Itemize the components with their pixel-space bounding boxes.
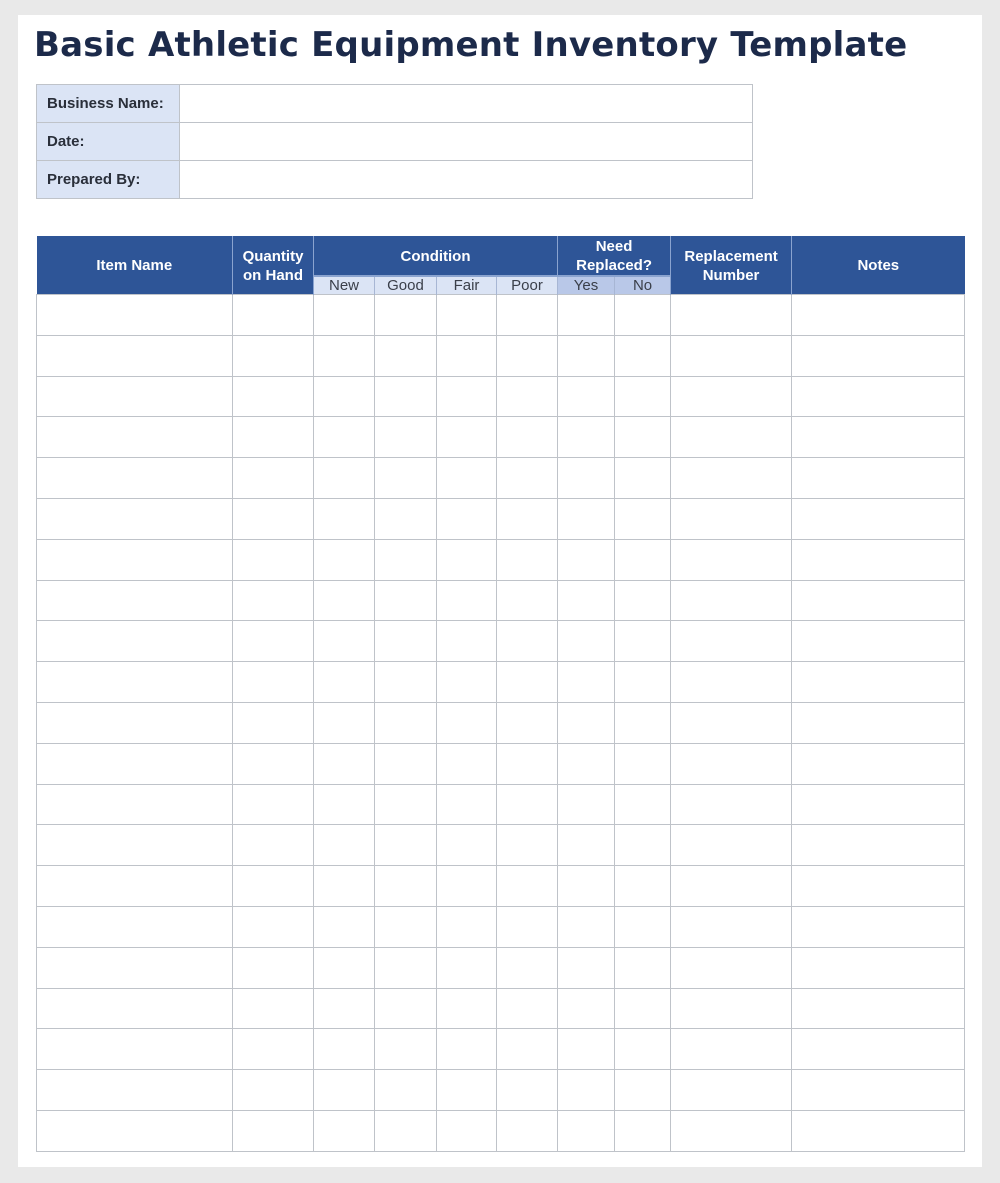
table-row xyxy=(37,621,965,662)
cell-need-no[interactable] xyxy=(615,376,671,417)
cell-quantity[interactable] xyxy=(233,662,314,703)
cell-item-name[interactable] xyxy=(37,1029,233,1070)
cell-cond-fair[interactable] xyxy=(437,539,497,580)
cell-cond-new[interactable] xyxy=(314,1110,375,1151)
cell-cond-new[interactable] xyxy=(314,988,375,1029)
cell-cond-good[interactable] xyxy=(375,866,437,907)
cell-need-no[interactable] xyxy=(615,580,671,621)
cell-cond-poor[interactable] xyxy=(497,784,558,825)
subheader-fair: Fair xyxy=(437,276,497,295)
cell-need-no[interactable] xyxy=(615,621,671,662)
cell-cond-new[interactable] xyxy=(314,1070,375,1111)
cell-quantity[interactable] xyxy=(233,906,314,947)
cell-cond-fair[interactable] xyxy=(437,743,497,784)
cell-cond-new[interactable] xyxy=(314,580,375,621)
cell-cond-fair[interactable] xyxy=(437,498,497,539)
cell-need-no[interactable] xyxy=(615,335,671,376)
cell-replacement-number[interactable] xyxy=(671,1070,792,1111)
cell-quantity[interactable] xyxy=(233,1110,314,1151)
date-field[interactable] xyxy=(180,123,753,161)
cell-cond-new[interactable] xyxy=(314,784,375,825)
table-row xyxy=(37,498,965,539)
cell-cond-poor[interactable] xyxy=(497,498,558,539)
cell-cond-new[interactable] xyxy=(314,1029,375,1070)
table-row xyxy=(37,662,965,703)
cell-item-name[interactable] xyxy=(37,417,233,458)
cell-quantity[interactable] xyxy=(233,743,314,784)
cell-cond-new[interactable] xyxy=(314,662,375,703)
cell-notes[interactable] xyxy=(792,1029,965,1070)
cell-item-name[interactable] xyxy=(37,784,233,825)
cell-cond-fair[interactable] xyxy=(437,580,497,621)
cell-cond-good[interactable] xyxy=(375,662,437,703)
cell-need-no[interactable] xyxy=(615,947,671,988)
cell-replacement-number[interactable] xyxy=(671,621,792,662)
cell-cond-fair[interactable] xyxy=(437,947,497,988)
cell-cond-new[interactable] xyxy=(314,743,375,784)
cell-replacement-number[interactable] xyxy=(671,498,792,539)
table-row xyxy=(37,335,965,376)
cell-need-no[interactable] xyxy=(615,906,671,947)
cell-cond-fair[interactable] xyxy=(437,662,497,703)
cell-cond-poor[interactable] xyxy=(497,662,558,703)
cell-need-no[interactable] xyxy=(615,743,671,784)
cell-cond-new[interactable] xyxy=(314,498,375,539)
cell-replacement-number[interactable] xyxy=(671,539,792,580)
cell-notes[interactable] xyxy=(792,825,965,866)
header-need-replaced-line1: Need xyxy=(595,238,633,255)
cell-quantity[interactable] xyxy=(233,621,314,662)
cell-cond-good[interactable] xyxy=(375,825,437,866)
cell-notes[interactable] xyxy=(792,906,965,947)
cell-need-no[interactable] xyxy=(615,498,671,539)
header-quantity-line2: on Hand xyxy=(243,266,303,284)
cell-cond-good[interactable] xyxy=(375,621,437,662)
cell-cond-good[interactable] xyxy=(375,1110,437,1151)
cell-cond-good[interactable] xyxy=(375,947,437,988)
cell-item-name[interactable] xyxy=(37,866,233,907)
cell-quantity[interactable] xyxy=(233,376,314,417)
cell-replacement-number[interactable] xyxy=(671,417,792,458)
cell-cond-poor[interactable] xyxy=(497,376,558,417)
table-row xyxy=(37,1029,965,1070)
table-row xyxy=(37,988,965,1029)
cell-cond-poor[interactable] xyxy=(497,743,558,784)
cell-notes[interactable] xyxy=(792,295,965,336)
table-row xyxy=(37,1110,965,1151)
cell-cond-fair[interactable] xyxy=(437,702,497,743)
header-need-replaced-line2: Replaced? xyxy=(576,257,652,274)
date-label: Date: xyxy=(37,123,180,161)
cell-cond-good[interactable] xyxy=(375,539,437,580)
cell-need-yes[interactable] xyxy=(558,580,615,621)
cell-quantity[interactable] xyxy=(233,580,314,621)
cell-notes[interactable] xyxy=(792,1110,965,1151)
cell-need-yes[interactable] xyxy=(558,1070,615,1111)
cell-need-no[interactable] xyxy=(615,458,671,499)
cell-replacement-number[interactable] xyxy=(671,1110,792,1151)
cell-need-yes[interactable] xyxy=(558,743,615,784)
cell-item-name[interactable] xyxy=(37,702,233,743)
cell-need-yes[interactable] xyxy=(558,376,615,417)
cell-need-no[interactable] xyxy=(615,702,671,743)
cell-quantity[interactable] xyxy=(233,1029,314,1070)
cell-quantity[interactable] xyxy=(233,335,314,376)
cell-notes[interactable] xyxy=(792,417,965,458)
cell-quantity[interactable] xyxy=(233,295,314,336)
cell-cond-new[interactable] xyxy=(314,376,375,417)
cell-cond-new[interactable] xyxy=(314,458,375,499)
cell-cond-poor[interactable] xyxy=(497,580,558,621)
table-row xyxy=(37,1070,965,1111)
cell-cond-fair[interactable] xyxy=(437,825,497,866)
cell-cond-good[interactable] xyxy=(375,580,437,621)
cell-notes[interactable] xyxy=(792,621,965,662)
cell-notes[interactable] xyxy=(792,376,965,417)
info-row-prepared-by xyxy=(37,161,753,199)
cell-need-yes[interactable] xyxy=(558,1029,615,1070)
cell-notes[interactable] xyxy=(792,662,965,703)
cell-cond-poor[interactable] xyxy=(497,335,558,376)
cell-need-yes[interactable] xyxy=(558,988,615,1029)
cell-cond-good[interactable] xyxy=(375,988,437,1029)
cell-cond-new[interactable] xyxy=(314,702,375,743)
cell-cond-poor[interactable] xyxy=(497,621,558,662)
cell-cond-poor[interactable] xyxy=(497,702,558,743)
cell-need-no[interactable] xyxy=(615,866,671,907)
cell-cond-fair[interactable] xyxy=(437,1110,497,1151)
cell-replacement-number[interactable] xyxy=(671,1029,792,1070)
cell-cond-fair[interactable] xyxy=(437,335,497,376)
cell-replacement-number[interactable] xyxy=(671,866,792,907)
cell-cond-good[interactable] xyxy=(375,784,437,825)
subheader-poor: Poor xyxy=(497,276,558,295)
cell-need-no[interactable] xyxy=(615,784,671,825)
subheader-new: New xyxy=(314,276,375,295)
cell-cond-fair[interactable] xyxy=(437,784,497,825)
cell-cond-new[interactable] xyxy=(314,947,375,988)
cell-need-no[interactable] xyxy=(615,662,671,703)
cell-cond-new[interactable] xyxy=(314,825,375,866)
cell-cond-good[interactable] xyxy=(375,702,437,743)
cell-cond-poor[interactable] xyxy=(497,458,558,499)
cell-notes[interactable] xyxy=(792,784,965,825)
cell-item-name[interactable] xyxy=(37,621,233,662)
table-row xyxy=(37,376,965,417)
cell-cond-fair[interactable] xyxy=(437,621,497,662)
cell-quantity[interactable] xyxy=(233,947,314,988)
header-condition: Condition xyxy=(314,237,558,277)
cell-cond-good[interactable] xyxy=(375,498,437,539)
cell-cond-fair[interactable] xyxy=(437,295,497,336)
cell-cond-new[interactable] xyxy=(314,621,375,662)
cell-need-yes[interactable] xyxy=(558,825,615,866)
inventory-body xyxy=(37,295,965,1152)
cell-need-yes[interactable] xyxy=(558,335,615,376)
prepared-by-label: Prepared By: xyxy=(37,161,180,199)
header-quantity xyxy=(233,237,314,295)
cell-replacement-number[interactable] xyxy=(671,335,792,376)
cell-cond-new[interactable] xyxy=(314,866,375,907)
cell-quantity[interactable] xyxy=(233,825,314,866)
cell-need-no[interactable] xyxy=(615,539,671,580)
header-row xyxy=(37,237,965,277)
cell-cond-good[interactable] xyxy=(375,743,437,784)
cell-replacement-number[interactable] xyxy=(671,458,792,499)
table-row xyxy=(37,866,965,907)
cell-need-yes[interactable] xyxy=(558,498,615,539)
cell-cond-fair[interactable] xyxy=(437,906,497,947)
cell-cond-fair[interactable] xyxy=(437,376,497,417)
cell-cond-poor[interactable] xyxy=(497,539,558,580)
cell-need-yes[interactable] xyxy=(558,702,615,743)
header-replacement-number xyxy=(671,237,792,295)
cell-item-name[interactable] xyxy=(37,947,233,988)
cell-need-yes[interactable] xyxy=(558,539,615,580)
table-row xyxy=(37,702,965,743)
info-row-date xyxy=(37,123,753,161)
cell-need-yes[interactable] xyxy=(558,906,615,947)
cell-item-name[interactable] xyxy=(37,376,233,417)
cell-need-yes[interactable] xyxy=(558,947,615,988)
cell-notes[interactable] xyxy=(792,988,965,1029)
cell-cond-good[interactable] xyxy=(375,335,437,376)
cell-replacement-number[interactable] xyxy=(671,580,792,621)
document-page xyxy=(18,15,982,1167)
cell-quantity[interactable] xyxy=(233,458,314,499)
cell-notes[interactable] xyxy=(792,458,965,499)
cell-cond-good[interactable] xyxy=(375,1029,437,1070)
cell-need-no[interactable] xyxy=(615,825,671,866)
info-row-business-name xyxy=(37,85,753,123)
cell-replacement-number[interactable] xyxy=(671,988,792,1029)
cell-cond-poor[interactable] xyxy=(497,295,558,336)
cell-need-no[interactable] xyxy=(615,417,671,458)
cell-cond-poor[interactable] xyxy=(497,947,558,988)
prepared-by-field[interactable] xyxy=(180,161,753,199)
cell-cond-good[interactable] xyxy=(375,417,437,458)
header-replacement-line2: Number xyxy=(702,266,760,284)
cell-need-no[interactable] xyxy=(615,1110,671,1151)
table-row xyxy=(37,458,965,499)
subheader-good: Good xyxy=(375,276,437,295)
cell-item-name[interactable] xyxy=(37,743,233,784)
cell-notes[interactable] xyxy=(792,498,965,539)
cell-cond-fair[interactable] xyxy=(437,988,497,1029)
cell-need-yes[interactable] xyxy=(558,662,615,703)
cell-need-yes[interactable] xyxy=(558,621,615,662)
cell-item-name[interactable] xyxy=(37,335,233,376)
cell-cond-fair[interactable] xyxy=(437,458,497,499)
table-row xyxy=(37,417,965,458)
cell-notes[interactable] xyxy=(792,947,965,988)
header-replacement-line1: Replacement xyxy=(684,247,778,265)
cell-cond-poor[interactable] xyxy=(497,1070,558,1111)
table-row xyxy=(37,906,965,947)
cell-quantity[interactable] xyxy=(233,866,314,907)
cell-need-yes[interactable] xyxy=(558,458,615,499)
cell-replacement-number[interactable] xyxy=(671,784,792,825)
cell-cond-poor[interactable] xyxy=(497,906,558,947)
cell-cond-new[interactable] xyxy=(314,539,375,580)
cell-item-name[interactable] xyxy=(37,498,233,539)
cell-replacement-number[interactable] xyxy=(671,825,792,866)
cell-notes[interactable] xyxy=(792,743,965,784)
cell-quantity[interactable] xyxy=(233,988,314,1029)
table-row xyxy=(37,539,965,580)
cell-notes[interactable] xyxy=(792,702,965,743)
cell-cond-good[interactable] xyxy=(375,906,437,947)
cell-replacement-number[interactable] xyxy=(671,662,792,703)
cell-cond-poor[interactable] xyxy=(497,417,558,458)
cell-cond-good[interactable] xyxy=(375,295,437,336)
cell-cond-poor[interactable] xyxy=(497,1029,558,1070)
business-name-label: Business Name: xyxy=(37,85,180,123)
header-quantity-line1: Quantity xyxy=(242,247,304,265)
business-name-field[interactable] xyxy=(180,85,753,123)
cell-need-yes[interactable] xyxy=(558,417,615,458)
cell-replacement-number[interactable] xyxy=(671,702,792,743)
cell-cond-good[interactable] xyxy=(375,458,437,499)
cell-item-name[interactable] xyxy=(37,988,233,1029)
table-row xyxy=(37,295,965,336)
cell-cond-poor[interactable] xyxy=(497,825,558,866)
cell-item-name[interactable] xyxy=(37,662,233,703)
cell-replacement-number[interactable] xyxy=(671,947,792,988)
cell-item-name[interactable] xyxy=(37,825,233,866)
cell-cond-new[interactable] xyxy=(314,335,375,376)
cell-notes[interactable] xyxy=(792,539,965,580)
table-row xyxy=(37,580,965,621)
cell-item-name[interactable] xyxy=(37,580,233,621)
cell-item-name[interactable] xyxy=(37,539,233,580)
cell-need-yes[interactable] xyxy=(558,784,615,825)
cell-need-no[interactable] xyxy=(615,295,671,336)
page-title: Basic Athletic Equipment Inventory Template xyxy=(34,25,908,65)
cell-cond-fair[interactable] xyxy=(437,417,497,458)
cell-item-name[interactable] xyxy=(37,906,233,947)
cell-replacement-number[interactable] xyxy=(671,743,792,784)
cell-cond-poor[interactable] xyxy=(497,1110,558,1151)
cell-item-name[interactable] xyxy=(37,1070,233,1111)
cell-replacement-number[interactable] xyxy=(671,906,792,947)
table-row xyxy=(37,947,965,988)
cell-notes[interactable] xyxy=(792,335,965,376)
cell-cond-poor[interactable] xyxy=(497,866,558,907)
cell-item-name[interactable] xyxy=(37,1110,233,1151)
table-row xyxy=(37,784,965,825)
cell-replacement-number[interactable] xyxy=(671,295,792,336)
cell-quantity[interactable] xyxy=(233,1070,314,1111)
cell-quantity[interactable] xyxy=(233,702,314,743)
subheader-yes: Yes xyxy=(558,276,615,295)
cell-cond-new[interactable] xyxy=(314,295,375,336)
info-table xyxy=(36,84,753,199)
cell-cond-new[interactable] xyxy=(314,417,375,458)
cell-cond-poor[interactable] xyxy=(497,988,558,1029)
cell-notes[interactable] xyxy=(792,866,965,907)
cell-need-no[interactable] xyxy=(615,988,671,1029)
cell-need-no[interactable] xyxy=(615,1029,671,1070)
header-need-replaced xyxy=(558,237,671,277)
cell-quantity[interactable] xyxy=(233,417,314,458)
cell-cond-new[interactable] xyxy=(314,906,375,947)
inventory-table xyxy=(36,236,965,1152)
cell-need-yes[interactable] xyxy=(558,866,615,907)
cell-cond-good[interactable] xyxy=(375,1070,437,1111)
cell-need-yes[interactable] xyxy=(558,1110,615,1151)
cell-notes[interactable] xyxy=(792,580,965,621)
cell-cond-good[interactable] xyxy=(375,376,437,417)
cell-quantity[interactable] xyxy=(233,498,314,539)
table-row xyxy=(37,825,965,866)
cell-cond-fair[interactable] xyxy=(437,1029,497,1070)
subheader-no: No xyxy=(615,276,671,295)
cell-need-yes[interactable] xyxy=(558,295,615,336)
cell-need-no[interactable] xyxy=(615,1070,671,1111)
header-item-name: Item Name xyxy=(37,237,233,295)
header-notes: Notes xyxy=(792,237,965,295)
cell-replacement-number[interactable] xyxy=(671,376,792,417)
cell-cond-fair[interactable] xyxy=(437,866,497,907)
table-row xyxy=(37,743,965,784)
cell-quantity[interactable] xyxy=(233,784,314,825)
cell-cond-fair[interactable] xyxy=(437,1070,497,1111)
cell-notes[interactable] xyxy=(792,1070,965,1111)
cell-quantity[interactable] xyxy=(233,539,314,580)
cell-item-name[interactable] xyxy=(37,458,233,499)
cell-item-name[interactable] xyxy=(37,295,233,336)
